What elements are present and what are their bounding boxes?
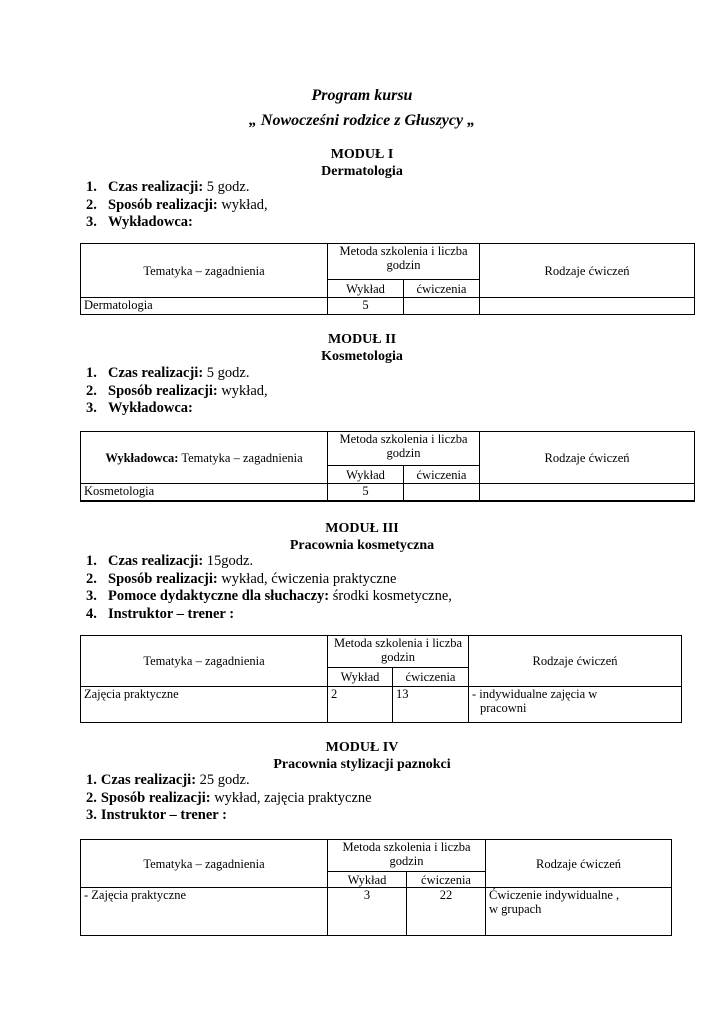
list-item: 2. Sposób realizacji: wykład, ćwiczenia praktyczne	[86, 570, 397, 587]
exercises-header: ćwiczenia	[404, 466, 480, 484]
exercises-header: ćwiczenia	[407, 872, 486, 888]
method-header: Metoda szkolenia i liczba godzin	[328, 244, 480, 280]
lecture-cell: 5	[328, 484, 404, 501]
types-cell	[480, 484, 695, 501]
module3-table	[80, 635, 682, 723]
lecture-cell: 5	[328, 298, 404, 315]
module2-subject: Kosmetologia	[321, 349, 403, 364]
table-row	[81, 687, 682, 723]
exercise-types-header: Rodzaje ćwiczeń	[469, 636, 682, 687]
list-item: 1. Czas realizacji: 5 godz.	[86, 179, 250, 195]
method-header: Metoda szkolenia i liczba godzin	[328, 636, 469, 668]
list-item: 3. Pomoce dydaktyczne dla słuchaczy: środki kosmetyczne,	[86, 588, 452, 604]
lecture-header: Wykład	[328, 872, 407, 888]
module1-name: MODUŁ I	[330, 147, 394, 162]
method-header: Metoda szkolenia i liczba godzin	[328, 432, 480, 466]
module4-subject: Pracownia stylizacji paznokci	[273, 757, 451, 772]
topic-header: Tematyka – zagadnienia	[81, 636, 328, 687]
list-item: 4. Instruktor – trener :	[86, 605, 235, 622]
exercises-cell: 22	[407, 888, 486, 936]
module3-name: MODUŁ III	[325, 521, 399, 536]
list-item: 2. Sposób realizacji: wykład,	[86, 382, 268, 399]
module4-name: MODUŁ IV	[325, 740, 399, 755]
list-item: 3. Instruktor – trener :	[86, 807, 227, 823]
module1-subject: Dermatologia	[321, 164, 403, 179]
module3-subject: Pracownia kosmetyczna	[289, 538, 435, 553]
document-subtitle: „ Nowocześni rodzice z Głuszycy „	[248, 112, 476, 129]
module2-name: MODUŁ II	[327, 332, 397, 347]
types-cell: - indywidualne zajęcia w pracowni	[469, 687, 682, 723]
topic-header: Tematyka – zagadnienia	[81, 840, 328, 888]
list-item: 3. Wykładowca:	[86, 214, 193, 230]
module4-table	[80, 839, 672, 936]
module4-details	[86, 772, 372, 825]
topic-cell: Kosmetologia	[81, 484, 328, 501]
table-row	[81, 298, 695, 315]
topic-header: Wykładowca: Tematyka – zagadnienia	[81, 432, 328, 484]
lecture-cell: 2	[328, 687, 393, 723]
list-item: 1. Czas realizacji: 5 godz.	[86, 365, 250, 381]
list-item: 2. Sposób realizacji: wykład,	[86, 196, 268, 213]
lecture-header: Wykład	[328, 466, 404, 484]
exercises-header: ćwiczenia	[393, 668, 469, 687]
exercises-cell	[404, 484, 480, 501]
method-header: Metoda szkolenia i liczba godzin	[328, 840, 486, 872]
module1-details	[86, 179, 268, 232]
topic-cell: Dermatologia	[81, 298, 328, 315]
topic-cell: Zajęcia praktyczne	[81, 687, 328, 723]
exercises-cell	[404, 298, 480, 315]
exercise-types-header: Rodzaje ćwiczeń	[486, 840, 672, 888]
lecture-cell: 3	[328, 888, 407, 936]
list-item: 1. Czas realizacji: 25 godz.	[86, 772, 250, 788]
lecture-header: Wykład	[328, 668, 393, 687]
module2-details	[86, 365, 268, 418]
module3-details	[86, 553, 452, 623]
types-cell	[480, 298, 695, 315]
topic-header: Tematyka – zagadnienia	[81, 244, 328, 298]
exercise-types-header: Rodzaje ćwiczeń	[480, 244, 695, 298]
table-row	[81, 484, 695, 501]
lecturer-label: Wykładowca:	[105, 450, 179, 465]
module1-table	[80, 243, 695, 315]
list-item: 1. Czas realizacji: 15godz.	[86, 553, 254, 569]
table-row	[81, 888, 672, 936]
list-item: 2. Sposób realizacji: wykład, zajęcia praktyczne	[86, 789, 372, 806]
exercises-cell: 13	[393, 687, 469, 723]
lecture-header: Wykład	[328, 280, 404, 298]
topic-cell: - Zajęcia praktyczne	[81, 888, 328, 936]
document-title: Program kursu	[311, 87, 413, 104]
exercise-types-header: Rodzaje ćwiczeń	[480, 432, 695, 484]
list-item: 3. Wykładowca:	[86, 400, 193, 416]
exercises-header: ćwiczenia	[404, 280, 480, 298]
module2-table	[80, 431, 695, 502]
types-cell: Ćwiczenie indywidualne , w grupach	[486, 888, 672, 936]
